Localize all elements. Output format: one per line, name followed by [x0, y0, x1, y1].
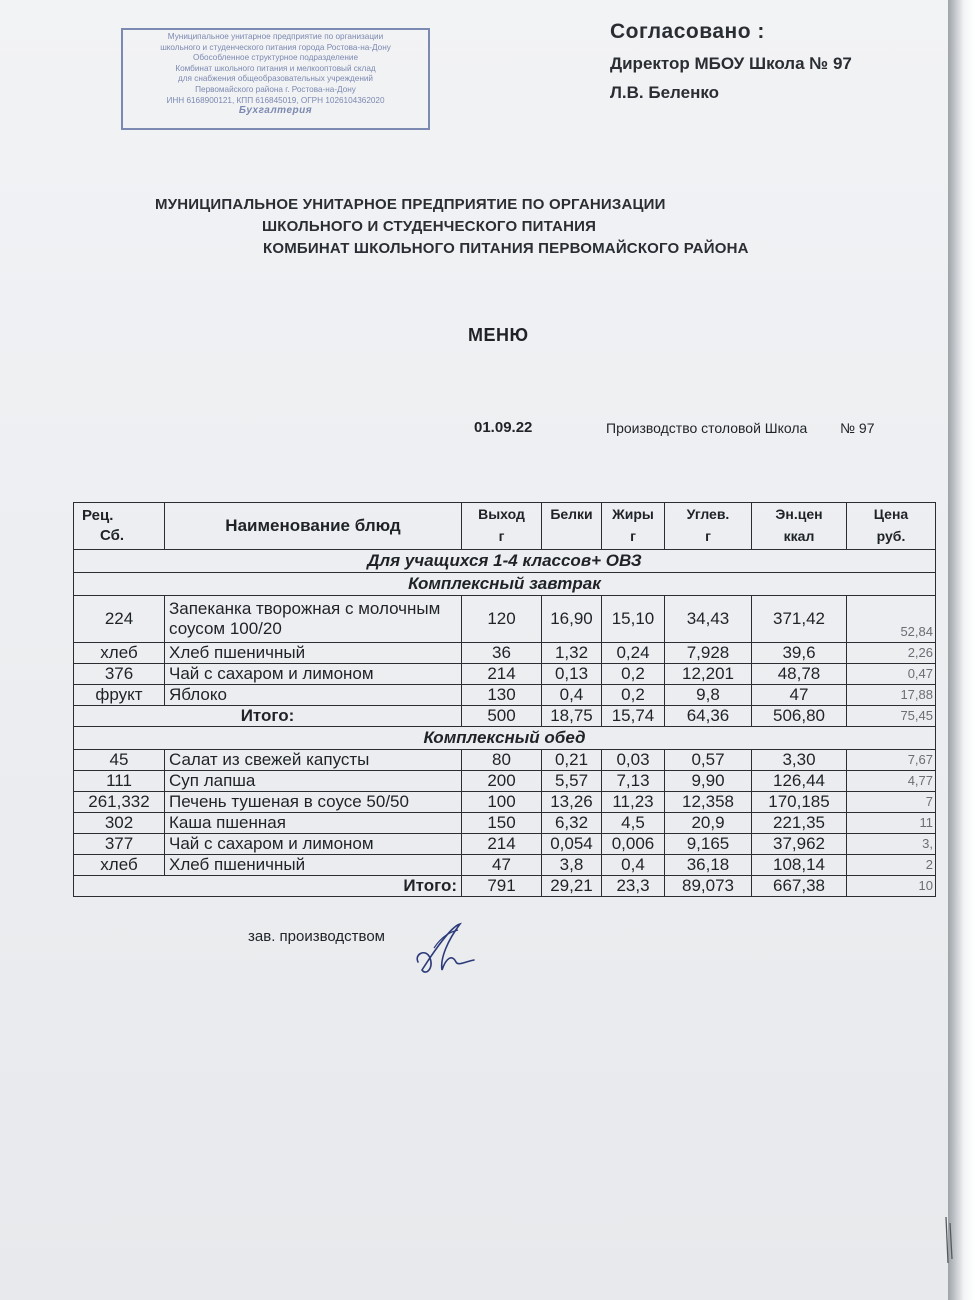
protein-value: 3,8 — [542, 855, 602, 876]
stamp-line: Первомайского района г. Ростова-на-Дону — [195, 84, 356, 94]
protein-value: 16,90 — [542, 596, 602, 643]
recipe-number: хлеб — [74, 855, 165, 876]
carbs-value: 0,57 — [665, 750, 752, 771]
section-row-lunch — [74, 727, 936, 750]
protein-value: 0,4 — [542, 685, 602, 706]
carbs-value: 7,928 — [665, 643, 752, 664]
table-row — [74, 643, 936, 664]
production-label: Производство столовой Школа — [606, 420, 808, 436]
header-yield: Выход г — [462, 503, 542, 550]
page-edge-mark — [944, 1215, 954, 1265]
recipe-number: 377 — [74, 834, 165, 855]
dish-name: Запеканка творожная с молочным соусом 100/20 — [165, 596, 462, 643]
total-price: 75,45 — [847, 706, 936, 727]
total-yield: 500 — [462, 706, 542, 727]
organization-line-2: ШКОЛЬНОГО И СТУДЕНЧЕСКОГО ПИТАНИЯ — [262, 218, 597, 235]
carbs-value: 36,18 — [665, 855, 752, 876]
total-energy: 506,80 — [752, 706, 847, 727]
energy-value: 126,44 — [752, 771, 847, 792]
section-row-breakfast — [74, 573, 936, 596]
total-yield: 791 — [462, 876, 542, 897]
carbs-value: 34,43 — [665, 596, 752, 643]
recipe-number: 302 — [74, 813, 165, 834]
approval-name: Л.В. Беленко — [610, 83, 720, 102]
table-row — [74, 813, 936, 834]
dish-name: Каша пшенная — [165, 813, 462, 834]
breakfast-title: Комплексный завтрак — [74, 573, 936, 596]
yield-value: 130 — [462, 685, 542, 706]
energy-value: 221,35 — [752, 813, 847, 834]
header-recipe: Рец. Сб. — [74, 503, 165, 550]
approval-block — [610, 20, 852, 103]
carbs-value: 20,9 — [665, 813, 752, 834]
lunch-title: Комплексный обед — [74, 727, 936, 750]
protein-value: 0,21 — [542, 750, 602, 771]
energy-value: 371,42 — [752, 596, 847, 643]
protein-value: 1,32 — [542, 643, 602, 664]
group-title: Для учащихся 1-4 классов+ ОВЗ — [74, 550, 936, 573]
recipe-number: хлеб — [74, 643, 165, 664]
stamp-line: для снабжения общеобразовательных учреждений — [177, 74, 373, 84]
organization-line-3: КОМБИНАТ ШКОЛЬНОГО ПИТАНИЯ ПЕРВОМАЙСКОГО РАЙОНА — [263, 240, 749, 257]
fat-value: 0,03 — [602, 750, 665, 771]
dish-name: Суп лапша — [165, 771, 462, 792]
protein-value: 6,32 — [542, 813, 602, 834]
yield-value: 214 — [462, 664, 542, 685]
yield-value: 200 — [462, 771, 542, 792]
fat-value: 15,10 — [602, 596, 665, 643]
price-value: 7,67 — [847, 750, 936, 771]
menu-date: 01.09.22 — [474, 419, 533, 436]
dish-name: Хлеб пшеничный — [165, 855, 462, 876]
fat-value: 0,2 — [602, 664, 665, 685]
yield-value: 214 — [462, 834, 542, 855]
fat-value: 11,23 — [602, 792, 665, 813]
energy-value: 108,14 — [752, 855, 847, 876]
recipe-number: 111 — [74, 771, 165, 792]
carbs-value: 9,8 — [665, 685, 752, 706]
total-carbs: 64,36 — [665, 706, 752, 727]
total-price: 10 — [847, 876, 936, 897]
recipe-number: 224 — [74, 596, 165, 643]
fat-value: 0,4 — [602, 855, 665, 876]
organization-line-1: МУНИЦИПАЛЬНОЕ УНИТАРНОЕ ПРЕДПРИЯТИЕ ПО ОРГАНИЗАЦИИ — [155, 196, 666, 213]
energy-value: 3,30 — [752, 750, 847, 771]
stamp-line: школьного и студенческого питания города Ростова-на-Дону — [160, 42, 391, 52]
dish-name: Чай с сахаром и лимоном — [165, 834, 462, 855]
price-value: 4,77 — [847, 771, 936, 792]
price-value: 17,88 — [847, 685, 936, 706]
total-energy: 667,38 — [752, 876, 847, 897]
recipe-number: 261,332 — [74, 792, 165, 813]
dish-name: Хлеб пшеничный — [165, 643, 462, 664]
carbs-value: 9,165 — [665, 834, 752, 855]
energy-value: 48,78 — [752, 664, 847, 685]
total-label: Итого: — [74, 876, 462, 897]
table-row — [74, 750, 936, 771]
fat-value: 4,5 — [602, 813, 665, 834]
dish-name: Яблоко — [165, 685, 462, 706]
price-value: 11 — [847, 813, 936, 834]
table-row — [74, 664, 936, 685]
total-protein: 29,21 — [542, 876, 602, 897]
group-row — [74, 550, 936, 573]
table-row — [74, 792, 936, 813]
table-row — [74, 685, 936, 706]
page-edge — [948, 0, 975, 1300]
yield-value: 80 — [462, 750, 542, 771]
fat-value: 7,13 — [602, 771, 665, 792]
protein-value: 0,054 — [542, 834, 602, 855]
recipe-number: 376 — [74, 664, 165, 685]
fat-value: 0,2 — [602, 685, 665, 706]
handwritten-signature — [412, 918, 482, 982]
energy-value: 47 — [752, 685, 847, 706]
price-value: 3, — [847, 834, 936, 855]
total-fat: 15,74 — [602, 706, 665, 727]
approval-heading: Согласовано : — [610, 20, 765, 43]
energy-value: 39,6 — [752, 643, 847, 664]
organization-stamp — [121, 28, 430, 130]
header-carbs: Углев. г — [665, 503, 752, 550]
fat-value: 0,006 — [602, 834, 665, 855]
table-row — [74, 855, 936, 876]
lunch-total-row — [74, 876, 936, 897]
total-protein: 18,75 — [542, 706, 602, 727]
stamp-line: Комбинат школьного питания и мелкооптовый склад — [175, 63, 376, 73]
approval-position: Директор МБОУ Школа № 97 — [610, 54, 852, 73]
production-number: № 97 — [840, 420, 875, 436]
yield-value: 47 — [462, 855, 542, 876]
yield-value: 120 — [462, 596, 542, 643]
yield-value: 150 — [462, 813, 542, 834]
total-label: Итого: — [74, 706, 462, 727]
carbs-value: 12,201 — [665, 664, 752, 685]
header-fat: Жиры г — [602, 503, 665, 550]
energy-value: 170,185 — [752, 792, 847, 813]
header-protein: Белки — [542, 503, 602, 550]
price-value: 0,47 — [847, 664, 936, 685]
breakfast-total-row — [74, 706, 936, 727]
header-dish-name: Наименование блюд — [165, 503, 462, 550]
stamp-line: Обособленное структурное подразделение — [192, 53, 358, 63]
yield-value: 36 — [462, 643, 542, 664]
carbs-value: 12,358 — [665, 792, 752, 813]
stamp-line: Муниципальное унитарное предприятие по организации — [167, 32, 384, 41]
table-row — [74, 771, 936, 792]
dish-name: Салат из свежей капусты — [165, 750, 462, 771]
stamp-line: ИНН 6168900121, КПП 616845019, ОГРН 1026104362020 — [166, 95, 385, 105]
stamp-department: Бухгалтерия — [238, 106, 313, 117]
table-row — [74, 596, 936, 643]
recipe-number: 45 — [74, 750, 165, 771]
carbs-value: 9,90 — [665, 771, 752, 792]
price-value: 2,26 — [847, 643, 936, 664]
menu-table — [73, 502, 936, 897]
protein-value: 0,13 — [542, 664, 602, 685]
total-carbs: 89,073 — [665, 876, 752, 897]
yield-value: 100 — [462, 792, 542, 813]
table-row — [74, 834, 936, 855]
protein-value: 13,26 — [542, 792, 602, 813]
fat-value: 0,24 — [602, 643, 665, 664]
signature-label: зав. производством — [248, 928, 385, 945]
price-value: 2 — [847, 855, 936, 876]
dish-name: Чай с сахаром и лимоном — [165, 664, 462, 685]
table-header-row — [74, 503, 936, 550]
protein-value: 5,57 — [542, 771, 602, 792]
dish-name: Печень тушеная в соусе 50/50 — [165, 792, 462, 813]
recipe-number: фрукт — [74, 685, 165, 706]
energy-value: 37,962 — [752, 834, 847, 855]
price-value: 7 — [847, 792, 936, 813]
total-fat: 23,3 — [602, 876, 665, 897]
document-title: МЕНЮ — [468, 325, 529, 345]
price-value: 52,84 — [847, 596, 936, 643]
header-energy: Эн.цен ккал — [752, 503, 847, 550]
header-price: Цена руб. — [847, 503, 936, 550]
